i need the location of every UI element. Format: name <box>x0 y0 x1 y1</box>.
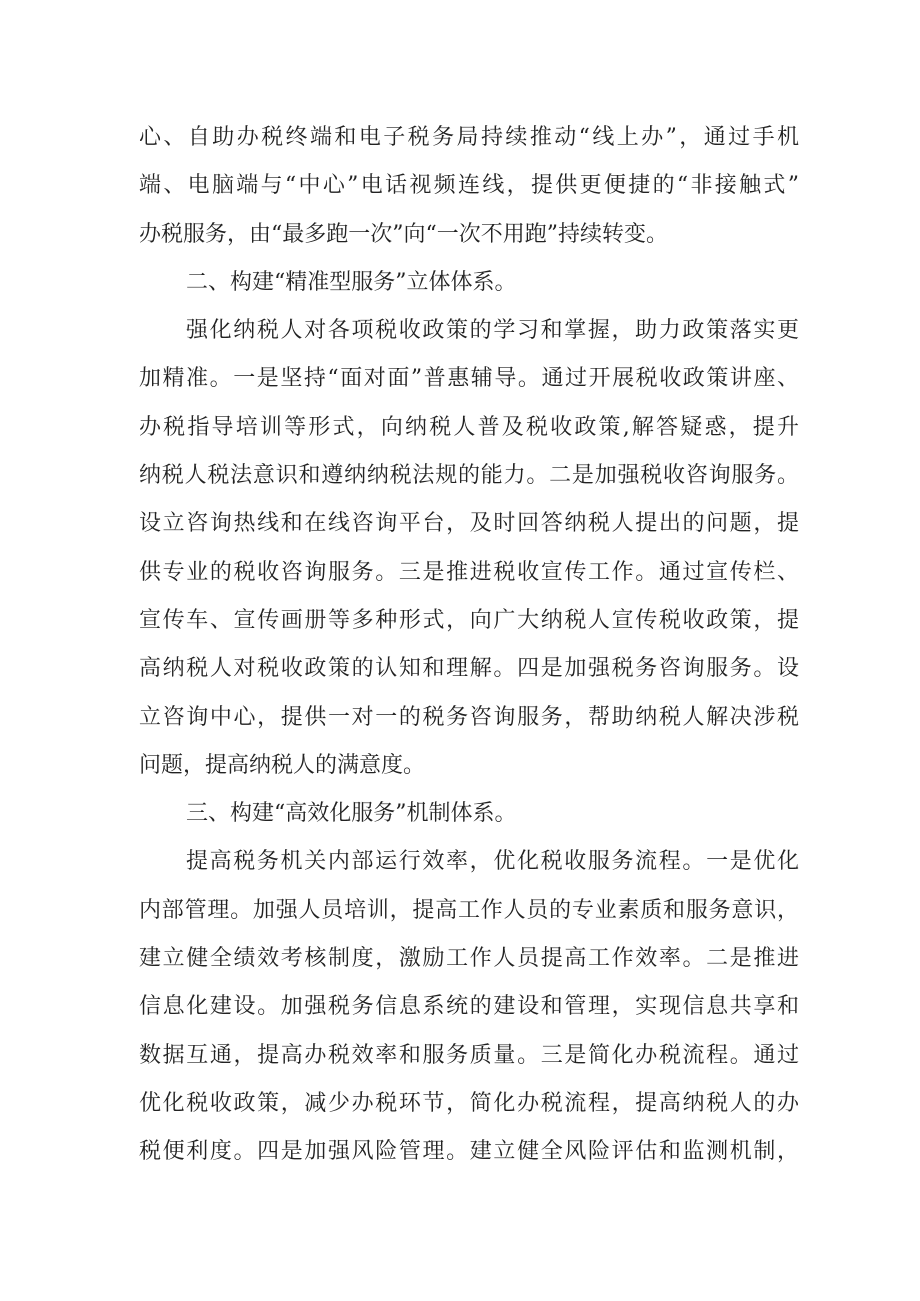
text-line: 强化纳税人对各项税收政策的学习和掌握，助力政策落实更 <box>186 318 799 344</box>
text-line: 数据互通，提高办税效率和服务质量。三是简化办税流程。通过 <box>139 1042 799 1068</box>
text-line: 心、自助办税终端和电子税务局持续推动“线上办”，通过手机 <box>139 125 799 150</box>
paragraph-efficient-service <box>139 838 799 1176</box>
text-line: 办税指导培训等形式，向纳税人普及税收政策,解答疑惑，提升 <box>139 414 799 440</box>
text-line: 纳税人税法意识和遵纳纳税法规的能力。二是加强税收咨询服务。 <box>139 463 799 489</box>
paragraph-precision-service <box>139 307 799 790</box>
text-line: 设立咨询热线和在线咨询平台，及时回答纳税人提出的问题，提 <box>139 511 799 537</box>
text-line: 供专业的税收咨询服务。三是推进税收宣传工作。通过宣传栏、 <box>139 559 799 585</box>
section-heading-two <box>139 259 799 307</box>
text-line: 办税服务，由“最多跑一次”向“一次不用跑”持续转变。 <box>139 221 668 247</box>
text-line: 内部管理。加强人员培训，提高工作人员的专业素质和服务意识， <box>139 897 799 923</box>
text-line: 问题，提高纳税人的满意度。 <box>139 752 426 778</box>
text-line: 优化税收政策，减少办税环节，简化办税流程，提高纳税人的办 <box>139 1090 799 1116</box>
heading-line: 三、构建“高效化服务”机制体系。 <box>186 801 517 827</box>
text-line: 信息化建设。加强税务信息系统的建设和管理，实现信息共享和 <box>139 994 799 1020</box>
text-line: 税便利度。四是加强风险管理。建立健全风险评估和监测机制， <box>139 1139 799 1165</box>
text-line: 加精准。一是坚持“面对面”普惠辅导。通过开展税收政策讲座、 <box>139 366 799 392</box>
paragraph-continuation <box>139 114 799 259</box>
text-line: 宣传车、宣传画册等多种形式，向广大纳税人宣传税收政策，提 <box>139 607 799 633</box>
section-heading-three <box>139 790 799 838</box>
text-line: 端、电脑端与“中心”电话视频连线，提供更便捷的“非接触式” <box>139 173 799 199</box>
document-body <box>139 114 799 1177</box>
text-line: 高纳税人对税收政策的认知和理解。四是加强税务咨询服务。设 <box>139 656 799 682</box>
heading-line: 二、构建“精准型服务”立体体系。 <box>186 269 517 295</box>
text-line: 提高税务机关内部运行效率，优化税收服务流程。一是优化 <box>186 849 799 875</box>
text-line: 立咨询中心，提供一对一的税务咨询服务，帮助纳税人解决涉税 <box>139 704 799 730</box>
text-line: 建立健全绩效考核制度，激励工作人员提高工作效率。二是推进 <box>139 946 799 972</box>
